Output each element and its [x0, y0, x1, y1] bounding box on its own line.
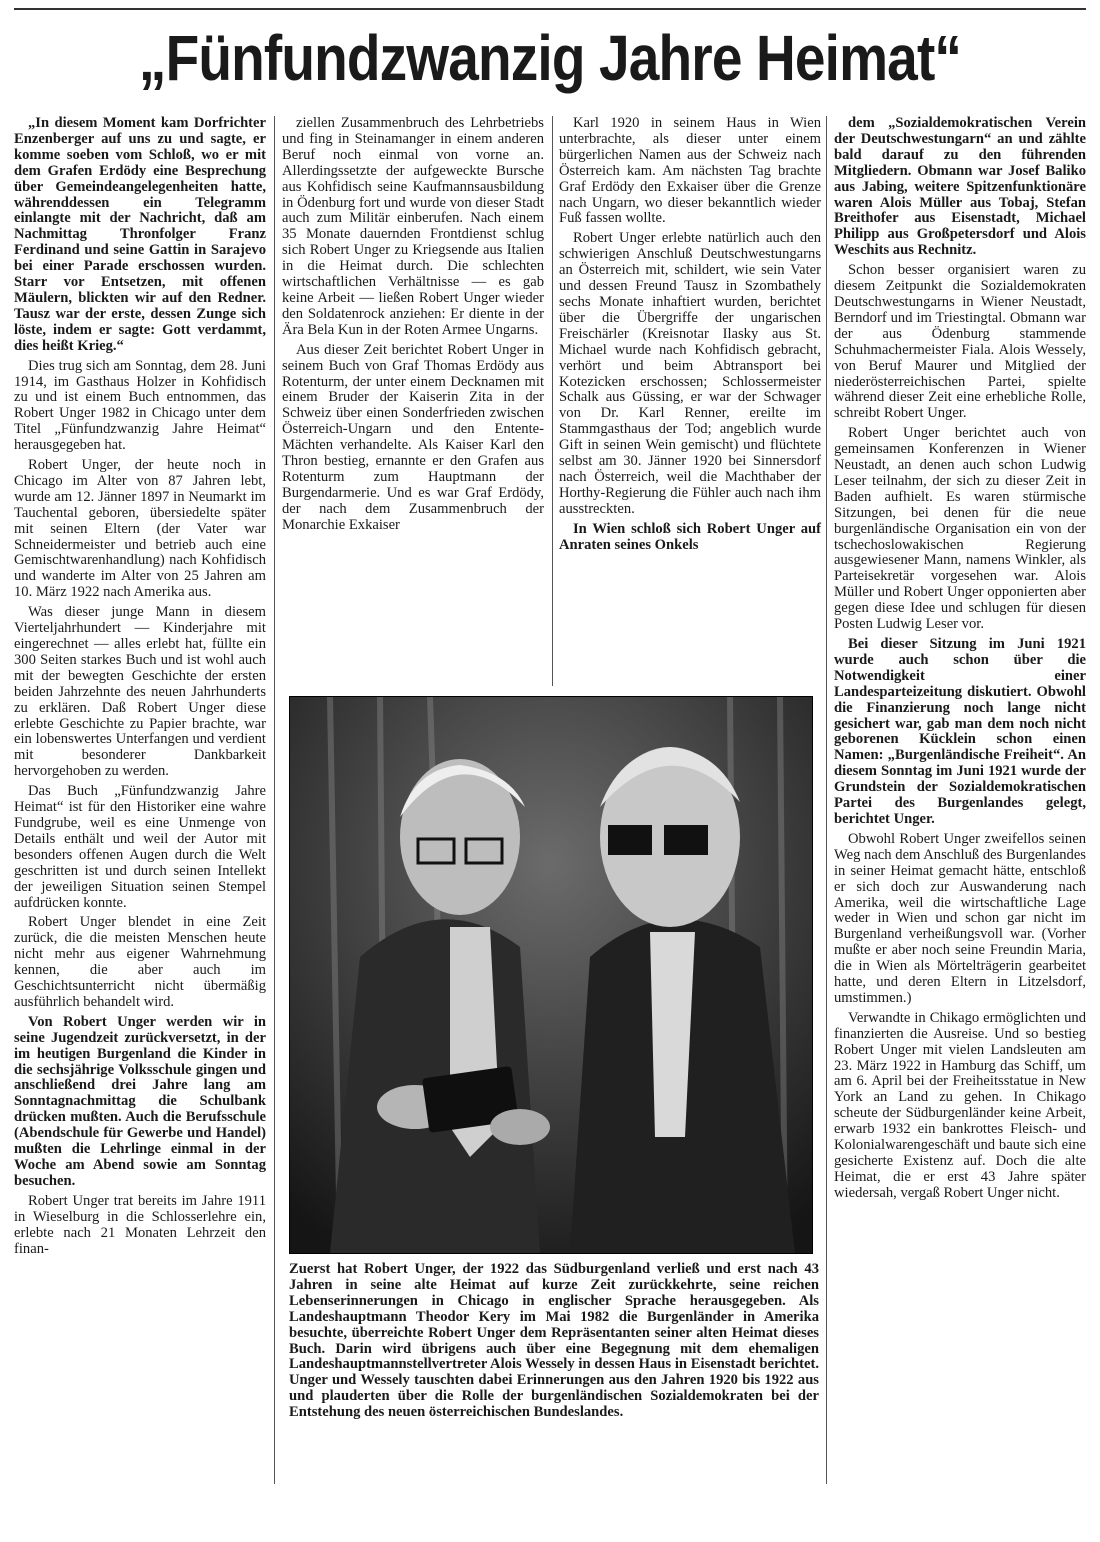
article-paragraph: In Wien schloß sich Robert Unger auf Anraten seines Onkels [559, 520, 821, 553]
article-paragraph: Robert Unger trat bereits im Jahre 1911 in Wieselburg in die Schlosserlehre ein, erlebte nach 21 Monaten Lehrzeit den finan- [14, 1192, 266, 1257]
article-paragraph: Aus dieser Zeit berichtet Robert Unger in seinem Buch von Graf Thomas Erdödy aus Rotenturm, der unter einem Decknamen mit einem Bruder der Kaiserin Zita in der Schweiz über einen Sonderfrieden zwischen Österreich-Ungarn und den Entente-Mächten verhandelte. Als Kaiser Karl den Thron bestieg, ernannte er den Grafen aus Rotenturm zum Hauptmann der Burgendarmerie. Und es war Graf Erdödy, der nach dem Zusammenbruch der Monarchie Exkaiser [282, 341, 544, 533]
article-column-2 [282, 116, 544, 538]
headline: „Fünfundzwanzig Jahre Heimat“ [138, 22, 962, 94]
article-paragraph: Von Robert Unger werden wir in seine Jugendzeit zurückversetzt, in der im heutigen Burgenland die Kinder in die sechsjährige Volksschule gingen und anschließend drei Jahre lang am Sonntagnachmittag die Schulbank drücken mußten. Auch die Berufsschule (Abendschule für Gewerbe und Handel) mußten die Lehrlinge einmal in der Woche am Abend sowie am Sonntag besuchen. [14, 1013, 266, 1189]
newspaper-page [14, 8, 1086, 1480]
article-paragraph: Robert Unger berichtet auch von gemeinsamen Konferenzen in Wiener Neustadt, an denen auch schon Ludwig Leser teilnahm, der sich zu dieser Zeit in Baden aufhielt. Es waren stürmische Sitzungen, bei denen für die neue burgenländische Organisation ein von der tschechoslowakischen Regierung ausgewiesener Mann, namens Winkler, als Parteisekretär vorgesehen war. Alois Müller und Robert Unger opponierten aber gegen diese Idee und schlugen für diesen Posten Ludwig Leser vor. [834, 425, 1086, 633]
article-paragraph: ziellen Zusammenbruch des Lehrbetriebs und fing in Steinamanger in einem anderen Beruf noch einmal von vorne an. Allerdingssetzte der aufgeweckte Bursche aus Kohfidisch seine Kaufmannsausbildung in Ödenburg fort und wurde von dieser Stadt auch zum Militär einberufen. Nach einem 35 Monate dauernden Frontdienst schlug sich Robert Unger zu Kriegsende aus Italien in die Heimat durch. Die schlechten wirtschaftlichen Verhältnisse — es gab keine Arbeit — ließen Robert Unger wieder den Soldatenrock anziehen: Er diente in der Ära Bela Kun in der Roten Armee Ungarns. [282, 115, 544, 338]
article-paragraph: dem „Sozialdemokratischen Verein der Deutschwestungarn“ an und zählte bald darauf zu den führenden Mitgliedern. Obmann war Josef Baliko aus Jabing, weitere Spitzenfunktionäre waren Alois Müller aus Tobaj, Stefan Breithofer aus Eisenstadt, Michael Philipp aus Großpetersdorf und Alois Weschits aus Rechnitz. [834, 115, 1086, 259]
column-rule [274, 116, 275, 1484]
article-paragraph: Was dieser junge Mann in diesem Vierteljahrhundert — Kinderjahre mit eingerechnet — alles erlebt hat, füllte ein 300 Seiten starkes Buch und ist wohl auch mit der bewegten Geschichte der ersten beiden Jahrzehnte des neuen Jahrhunderts zu erklären. Daß Robert Unger diese erlebte Geschichte zu Papier brachte, war ein lobenswertes Unterfangen und verdient mit besonderer Dankbarkeit hervorgehoben zu werden. [14, 604, 266, 780]
article-column-4 [834, 116, 1086, 1206]
article-paragraph: „In diesem Moment kam Dorfrichter Enzenberger auf uns zu und sagte, er komme soeben vom Schloß, wo er mit dem Grafen Erdödy eine Besprechung über Gemeindeangelegenheiten hatte, währenddessen ein Telegramm einlangte mit der Nachricht, daß am Nachmittag Thronfolger Franz Ferdinand und seine Gattin in Sarajevo bei einer Parade erschossen wurden. Starr vor Entsetzen, mit offenen Mäulern, blickten wir auf den Redner. Tausz war der erste, dessen Zunge sich löste, indem er sagte: Gott verdammt, dies heißt Krieg.“ [14, 115, 266, 354]
column-rule [552, 116, 553, 686]
article-paragraph: Dies trug sich am Sonntag, dem 28. Juni 1914, im Gasthaus Holzer in Kohfidisch zu und ist einem Buch entnommen, das Robert Unger 1982 in Chicago unter dem Titel „Fünfundzwanzig Jahre Heimat“ herausgegeben hat. [14, 357, 266, 454]
article-paragraph: Robert Unger blendet in eine Zeit zurück, die die meisten Menschen heute nicht mehr aus eigener Wahrnehmung kennen, die aber auch im Geschichtsunterricht nicht übermäßig ausführlich behandelt wird. [14, 914, 266, 1010]
article-column-1 [14, 116, 266, 1261]
article-paragraph: Das Buch „Fünfundzwanzig Jahre Heimat“ ist für den Historiker eine wahre Fundgrube, weil es eine Unmenge von Details enthält und weil der Autor mit besonders offenen Augen durch die Welt geschritten ist und durch seinen Intellekt der jeweiligen Situation seinen Stempel aufdrücken konnte. [14, 783, 266, 911]
article-column-3 [559, 116, 821, 557]
article-paragraph: Robert Unger, der heute noch in Chicago im Alter von 87 Jahren lebt, wurde am 12. Jänner 1897 in Neumarkt im Tauchental geboren, übersiedelte später mit seinen Eltern (der Vater war Schneidermeister und betrieb auch eine Gemischtwarenhandlung) nach Kohfidisch und wanderte im Alter von 25 Jahren am 10. März 1922 nach Amerika aus. [14, 457, 266, 601]
article-paragraph: Verwandte in Chikago ermöglichten und finanzierten die Ausreise. Und so bestieg Robert Unger mit vielen Landsleuten am 23. März 1922 in Hamburg das Schiff, um am 6. April bei der Freiheitsstatue in New York an Land zu gehen. In Chikago scheute der Südburgenländer keine Arbeit, erwarb 1932 ein bankrottes Fleisch- und Kolonialwarengeschäft und baute sich eine gesicherte Existenz auf. Doch die alte Heimat, die er erst 43 Jahre später wiedersah, vergaß Robert Unger nicht. [834, 1009, 1086, 1201]
photo-illustration [290, 697, 812, 1253]
news-photo [289, 696, 813, 1254]
article-paragraph: Obwohl Robert Unger zweifellos seinen Weg nach dem Anschluß des Burgenlandes in seiner Heimat gemacht hätte, entschloß er sich doch zur Auswanderung nach Amerika, weil die wirtschaftliche Lage weder in Wien und schon gar nicht im Burgenland verheißungsvoll war. (Vorher mußte er aber noch seine Freundin Maria, die in Wien als Mörtelträgerin gearbeitet hatte, und deren Eltern in Litzelsdorf, umstimmen.) [834, 830, 1086, 1006]
photo-caption: Zuerst hat Robert Unger, der 1922 das Südburgenland verließ und erst nach 43 Jahren in seine alte Heimat auf kurze Zeit zurückkehrte, seine reichen Lebenserinnerungen in Chicago in englischer Sprache herausgegeben. Als Landeshauptmann Theodor Kery im Mai 1982 die Burgenländer in Amerika besuchte, überreichte Robert Unger dem Repräsentanten seiner alten Heimat dieses Buch. Darin wird übrigens auch über eine Begegnung mit dem ehemaligen Landeshauptmannstellvertreter Alois Wessely in dessen Haus in Eisenstadt berichtet. Unger und Wessely tauschten dabei Erinnerungen aus den Jahren 1920 bis 1922 aus und plauderten über die Rolle der burgenländischen Sozialdemokraten bei der Entstehung des neuen österreichischen Bundeslandes. [289, 1261, 819, 1421]
column-rule [826, 116, 827, 1484]
article-paragraph: Bei dieser Sitzung im Juni 1921 wurde auch schon über die Notwendigkeit einer Landesparteizeitung diskutiert. Obwohl die Finanzierung noch lange nicht gesichert war, gab man dem noch nicht geborenen Kücklein schon einen Namen: „Burgenländische Freiheit“. An diesem Sonntag im Juni 1921 wurde der Grundstein der Sozialdemokratischen Partei des Burgenlandes gelegt, berichtet Unger. [834, 636, 1086, 827]
article-paragraph: Schon besser organisiert waren zu diesem Zeitpunkt die Sozialdemokraten Deutschwestungarns in Wiener Neustadt, Berndorf und im Triestingtal. Obmann war der aus Ödenburg stammende Schuhmachermeister Fiala. Alois Wessely, von Beruf Maurer und Mitglied der niederösterreichischen Partei, spielte während dieser Zeit eine erhebliche Rolle, schreibt Robert Unger. [834, 262, 1086, 422]
article-paragraph: Robert Unger erlebte natürlich auch den schwierigen Anschluß Deutschwestungarns an Österreich mit, schildert, wie sein Vater und dessen Freund Tausz in Szombathely sechs Monate inhaftiert wurden, berichtet über die Übergriffe der ungarischen Freischärler (Kreisnotar Ilasky aus St. Michael wurde nach Kohfidisch gebracht, verhört und beim Abtransport bei Kotezicken erschossen; Schlossermeister Schalk aus Güssing, er war der Schwager von Dr. Karl Renner, ereilte im Stammgasthaus der Tod; angeblich wurde Gift in seinen Wein gemischt) und flüchtete selbst am 30. Jänner 1920 bei Sinnersdorf nach Österreich, weil die Machthaber der Horthy-Regierung die Fühler auch nach ihm ausstreckten. [559, 230, 821, 517]
article-paragraph: Karl 1920 in seinem Haus in Wien unterbrachte, als dieser unter einem bürgerlichen Namen aus der Schweiz nach Österreich kam. Am nächsten Tag brachte Graf Erdödy den Exkaiser über die Grenze nach Ungarn, wo dieser bekanntlich wieder Fuß fassen wollte. [559, 115, 821, 227]
